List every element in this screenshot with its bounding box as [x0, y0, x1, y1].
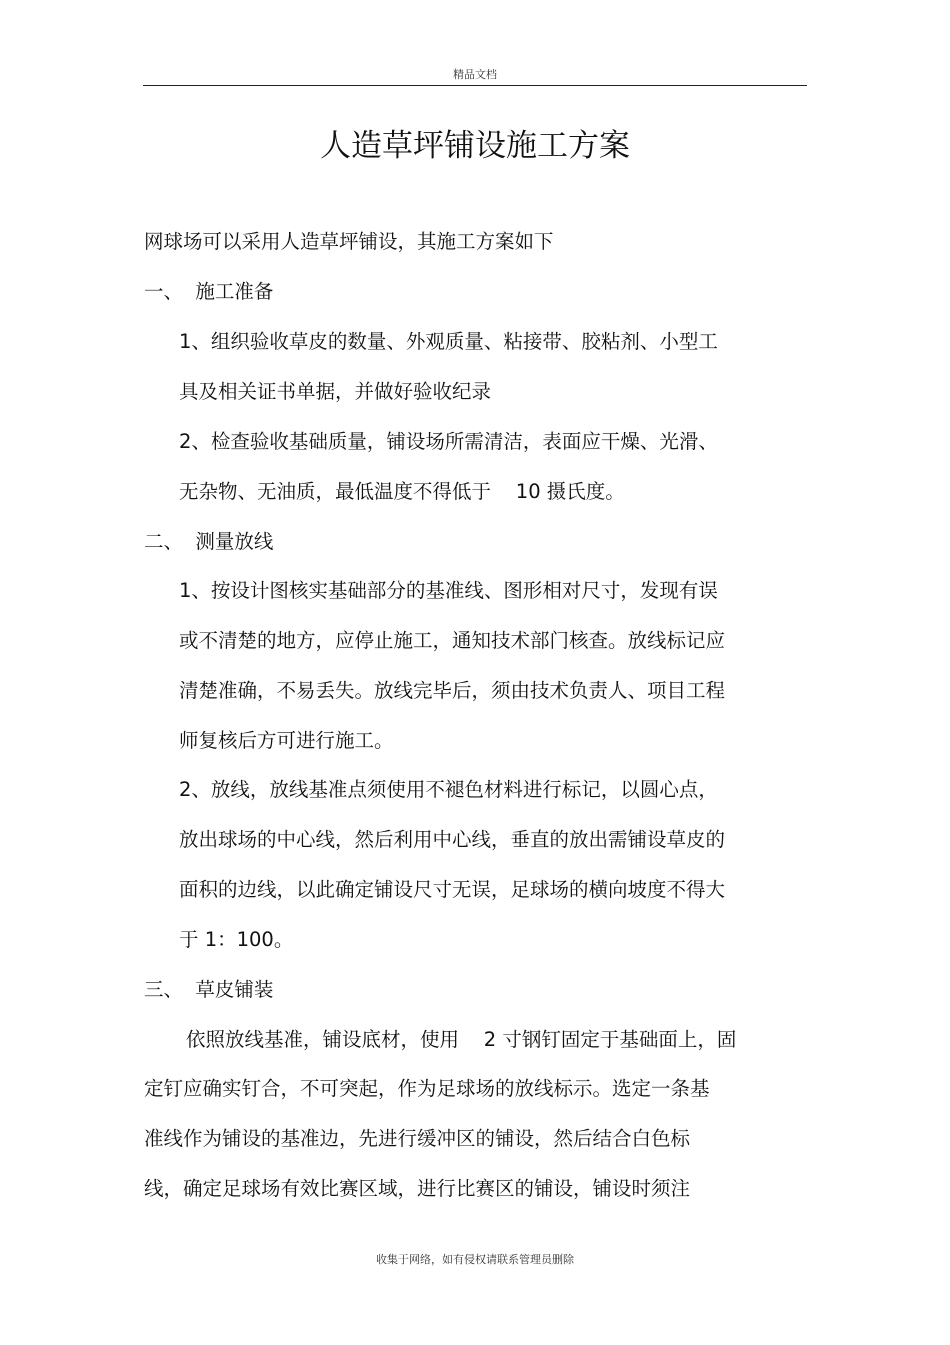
section-3-line-2: 定钉应确实钉合，不可突起，作为足球场的放线标示。选定一条基	[144, 1077, 710, 1100]
section-1-line-1: 1、组织验收草皮的数量、外观质量、粘接带、胶粘剂、小型工	[179, 330, 718, 353]
section-2-line-3: 清楚准确，不易丢失。放线完毕后，须由技术负责人、项目工程	[179, 679, 726, 702]
section-3-line-3: 准线作为铺设的基准边，先进行缓冲区的铺设，然后结合白色标	[144, 1127, 691, 1150]
page-header-label: 精品文档	[453, 68, 497, 81]
section-2-line-8: 于 1：100。	[179, 928, 294, 951]
header-divider	[143, 85, 807, 86]
section-2-line-5: 2、放线，放线基准点须使用不褪色材料进行标记，以圆心点，	[179, 778, 718, 801]
section-2-line-1: 1、按设计图核实基础部分的基准线、图形相对尺寸，发现有误	[179, 579, 718, 602]
section-1-line-4: 无杂物、无油质，最低温度不得低于 10 摄氏度。	[179, 480, 625, 503]
section-3-line-1: 依照放线基准，铺设底材，使用 2 寸钢钉固定于基础面上，固	[186, 1028, 737, 1051]
section-2-line-2: 或不清楚的地方，应停止施工，通知技术部门核查。放线标记应	[179, 629, 726, 652]
document-title: 人造草坪铺设施工方案	[320, 128, 630, 164]
section-2-line-4: 师复核后方可进行施工。	[179, 729, 394, 752]
section-1-line-2: 具及相关证书单据，并做好验收纪录	[179, 380, 492, 403]
section-2-line-6: 放出球场的中心线，然后利用中心线，垂直的放出需铺设草皮的	[179, 828, 726, 851]
section-1-line-3: 2、检查验收基础质量，铺设场所需清洁，表面应干燥、光滑、	[179, 430, 718, 453]
page-footer-label: 收集于网络，如有侵权请联系管理员删除	[376, 1253, 574, 1266]
section-2-line-7: 面积的边线，以此确定铺设尺寸无误，足球场的横向坡度不得大	[179, 878, 726, 901]
intro-paragraph: 网球场可以采用人造草坪铺设，其施工方案如下	[144, 230, 554, 253]
section-3-line-4: 线，确定足球场有效比赛区域，进行比赛区的铺设，铺设时须注	[144, 1177, 691, 1200]
section-heading-3: 三、 草皮铺装	[144, 978, 274, 1001]
section-heading-2: 二、 测量放线	[144, 530, 274, 553]
section-heading-1: 一、 施工准备	[144, 280, 274, 303]
